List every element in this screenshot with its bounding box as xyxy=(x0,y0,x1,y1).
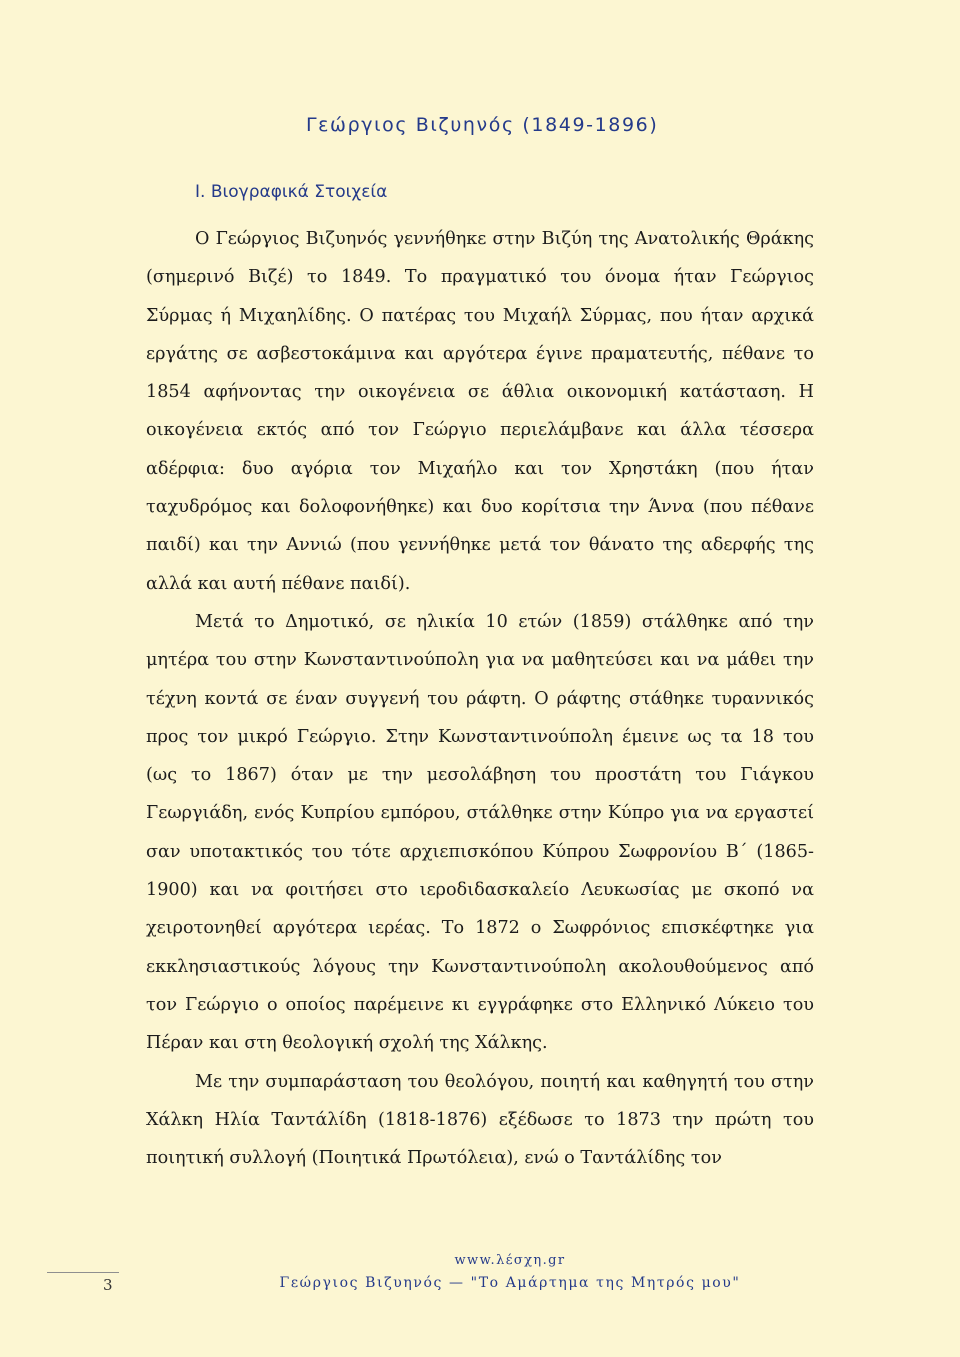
footer-rule xyxy=(47,1272,119,1273)
footer-book-title: Γεώργιος Βιζυηνός — "Το Αμάρτημα της Μητρός μου" xyxy=(279,1275,741,1291)
footer-site-link[interactable]: www.λέσχη.gr xyxy=(454,1253,566,1268)
paragraph: Ο Γεώργιος Βιζυηνός γεννήθηκε στην Βιζύη της Ανατολικής Θράκης (σημερινό Βιζέ) το 1849. Το πραγματικό του όνομα ήταν Γεώργιος Σύρμας ή Μιχαηλίδης. Ο πατέρας του Μιχαήλ Σύρμας, που ήταν αρχικά εργάτης σε ασβεστοκάμινα και αργότερα έγινε πραματευτής, πέθανε το 1854 αφήνοντας την οικογένεια σε άθλια οικονομική κατάσταση. Η οικογένεια εκτός από τον Γεώργιο περιελάμβανε και άλλα τέσσερα αδέρφια: δυο αγόρια τον Μιχαήλο και τον Χρηστάκη (που ήταν ταχυδρόμος και δολοφονήθηκε) και δυο κορίτσια την Άννα (που πέθανε παιδί) και την Αννιώ (που γεννήθηκε μετά τον θάνατο της αδερφής της αλλά και αυτή πέθανε παιδί). xyxy=(146,229,814,594)
page-number: 3 xyxy=(103,1276,113,1294)
paragraph: Μετά το Δημοτικό, σε ηλικία 10 ετών (1859) στάλθηκε από την μητέρα του στην Κωνσταντινούπολη για να μαθητεύσει και να μάθει την τέχνη κοντά σε έναν συγγενή του ράφτη. Ο ράφτης στάθηκε τυραννικός προς τον μικρό Γεώργιο. Στην Κωνσταντινούπολη έμεινε ως τα 18 του (ως το 1867) όταν με την μεσολάβηση του προστάτη του Γιάγκου Γεωργιάδη, ενός Κυπρίου εμπόρου, στάλθηκε στην Κύπρο για να εργαστεί σαν υποτακτικός του τότε αρχιεπισκόπου Κύπρου Σωφρονίου Β΄ (1865-1900) και να φοιτήσει στο ιεροδιδασκαλείο Λευκωσίας με σκοπό να χειροτονηθεί αργότερα ιερέας. Το 1872 ο Σωφρόνιος επισκέφτηκε για εκκλησιαστικούς λόγους την Κωνσταντινούπολη ακολουθούμενος από τον Γεώργιο ο οποίος παρέμεινε κι εγγράφηκε στο Ελληνικό Λύκειο του Πέραν και στη θεολογική σχολή της Χάλκης. xyxy=(146,611,814,1054)
paragraph: Με την συμπαράσταση του θεολόγου, ποιητή και καθηγητή του στην Χάλκη Ηλία Ταντάλίδη (1818-1876) εξέδωσε το 1873 την πρώτη του ποιητική συλλογή (Ποιητικά Πρωτόλεια), ενώ ο Ταντάλίδης τον xyxy=(146,1071,814,1169)
body-text xyxy=(146,220,814,1177)
page-title: Γεώργιος Βιζυηνός (1849-1896) xyxy=(306,114,659,136)
section-heading: Ι. Βιογραφικά Στοιχεία xyxy=(195,182,388,202)
